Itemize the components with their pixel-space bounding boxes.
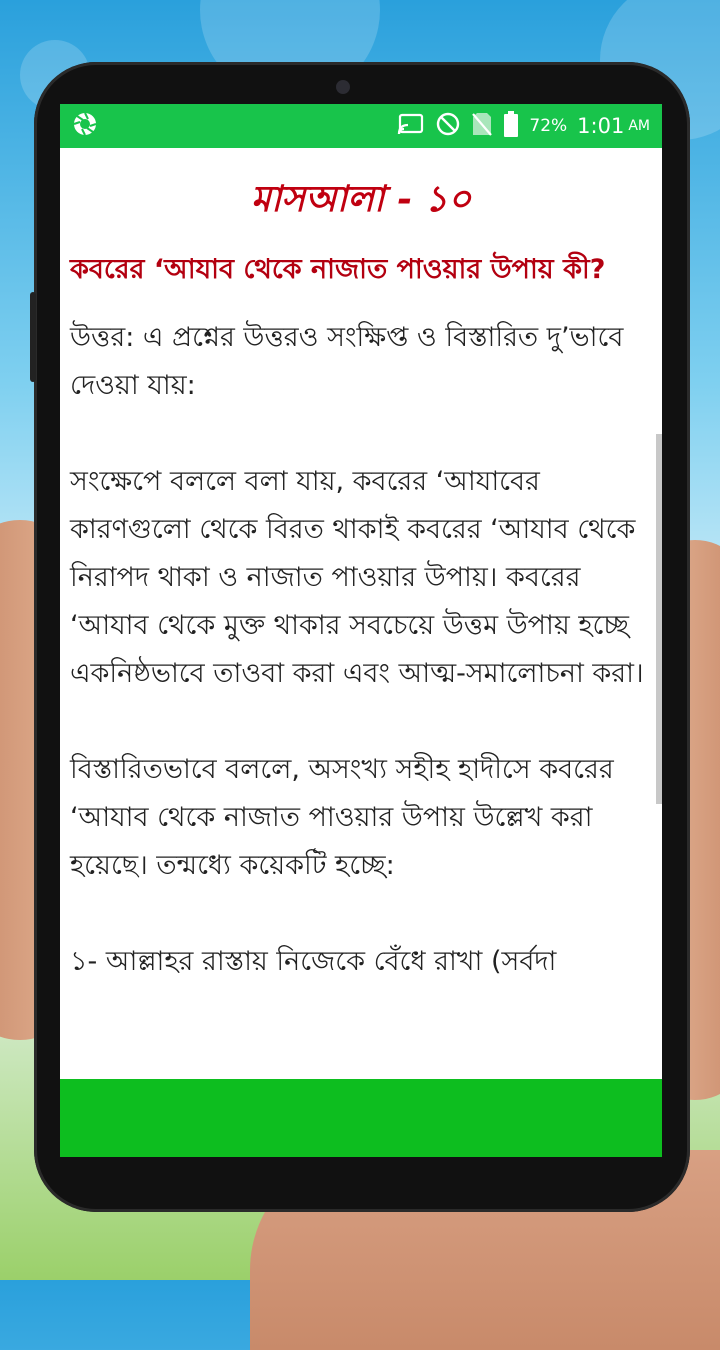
- camera-shutter-icon: [72, 111, 98, 141]
- scrollbar[interactable]: [656, 434, 662, 804]
- clock-time: 1:01: [577, 114, 625, 138]
- clock-ampm: AM: [628, 118, 650, 134]
- question-heading: কবরের ‘আযাব থেকে নাজাত পাওয়ার উপায় কী?: [70, 254, 606, 285]
- detail-paragraph: বিস্তারিতভাবে বললে, অসংখ্য সহীহ হাদীসে কবরের ‘আযাব থেকে নাজাত পাওয়ার উপায় উল্লেখ করা হয়েছে। তন্মধ্যে কয়েকটি হচ্ছে:: [70, 754, 614, 881]
- list-item-1: ১- আল্লাহর রাস্তায় নিজেকে বেঁধে রাখা (সর্বদা: [70, 946, 557, 977]
- summary-paragraph: সংক্ষেপে বললে বলা যায়, কবরের ‘আযাবের কারণগুলো থেকে বিরত থাকাই কবরের ‘আযাব থেকে নিরাপদ থাকা ও নাজাত পাওয়ার উপায়। কবরের ‘আযাব থেকে মুক্ত থাকার সবচেয়ে উত্তম উপায় হচ্ছে একনিষ্ঠভাবে তাওবা করা এবং আত্ম-সমালোচনা করা।: [70, 466, 644, 689]
- answer-paragraph: উত্তর: এ প্রশ্নের উত্তরও সংক্ষিপ্ত ও বিস্তারিত দু’ভাবে দেওয়া যায়:: [70, 322, 624, 401]
- no-sim-icon: [471, 111, 493, 141]
- battery-icon: [503, 110, 519, 142]
- phone-screen: [60, 104, 662, 1157]
- front-camera: [336, 80, 350, 94]
- status-bar: [60, 104, 662, 148]
- article-content: [60, 172, 662, 986]
- phone-side-button: [30, 292, 36, 382]
- page-title: মাসআলা - ১০: [250, 178, 472, 220]
- battery-percent: 72%: [529, 116, 568, 136]
- do-not-disturb-icon: [435, 111, 461, 141]
- phone-frame: [34, 62, 690, 1212]
- bottom-banner[interactable]: [60, 1079, 662, 1157]
- cast-icon: [397, 112, 425, 140]
